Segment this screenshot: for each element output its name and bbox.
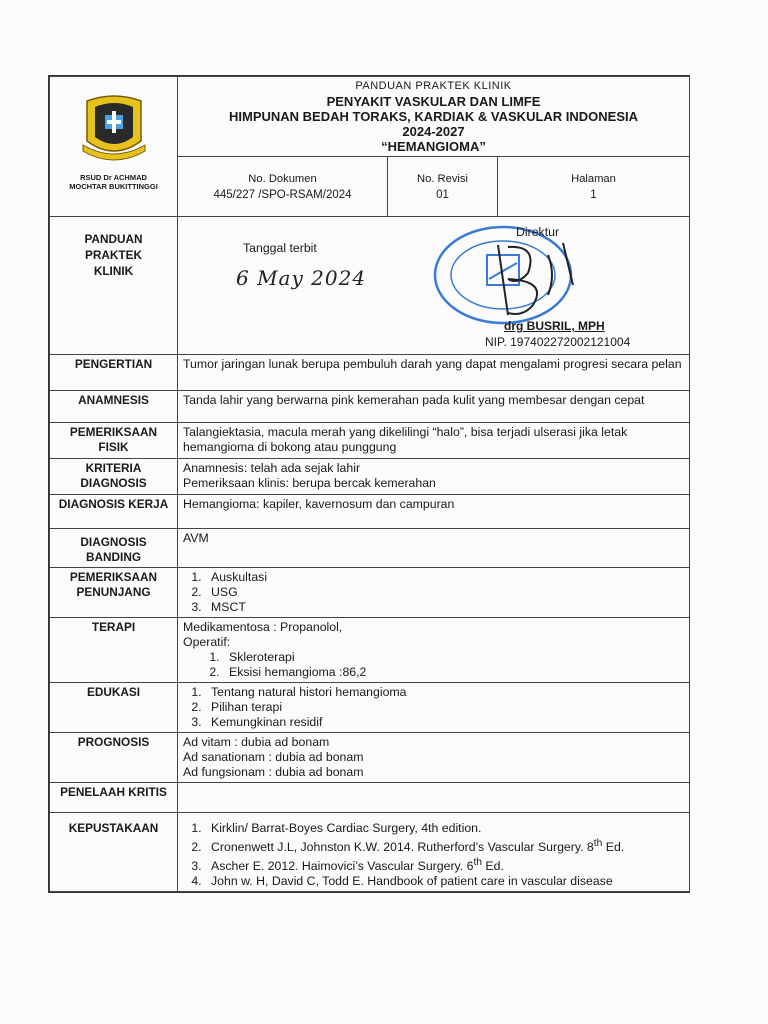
page-label: Halaman	[571, 173, 616, 185]
terapi-cell	[178, 618, 690, 683]
kriteria-text	[178, 459, 690, 495]
kepustakaan-label: KEPUSTAKAAN	[50, 813, 178, 892]
list-item: 3. Kemungkinan residif	[205, 715, 684, 730]
title-line1: PANDUAN PRAKTEK KLINIK	[355, 80, 512, 92]
reference-text: Ascher E. 2012. Haimovici’s Vascular Surgery. 6	[211, 859, 474, 874]
reference-text: Cronenwett J.L, Johnston K.W. 2014. Rutherford’s Vascular Surgery. 8	[211, 840, 594, 855]
revision-label: No. Revisi	[417, 173, 468, 185]
doc-number-label: No. Dokumen	[248, 173, 317, 185]
terapi-line1: Medikamentosa : Propanolol,	[183, 620, 343, 634]
penelaah-cell	[178, 783, 690, 813]
list-item: 1. Auskultasi	[205, 570, 684, 585]
reference-sup: th	[473, 857, 483, 869]
pengertian-text: Tumor jaringan lunak berupa pembuluh darah yang dapat mengalami progresi secara pelan	[178, 355, 690, 391]
title-line4: 2024-2027	[402, 124, 465, 139]
penunjang-label-line1: PEMERIKSAAN	[69, 570, 158, 584]
title-block	[178, 77, 690, 157]
anamnesis-label: ANAMNESIS	[50, 391, 178, 423]
prognosis-line2: Ad sanationam : dubia ad bonam	[183, 750, 364, 764]
reference-item: 1. Kirklin/ Barrat-Boyes Cardiac Surgery, 4th edition.	[205, 821, 684, 836]
terapi-line2: Operatif:	[183, 635, 231, 649]
reference-text: Ed.	[602, 840, 625, 855]
pemeriksaan-fisik-label-line1: PEMERIKSAAN	[69, 425, 158, 439]
revision-value: 01	[436, 189, 449, 201]
kriteria-label-line1: KRITERIA	[85, 461, 142, 475]
pengertian-label: PENGERTIAN	[50, 355, 178, 391]
title-line2: PENYAKIT VASKULAR DAN LIMFE	[326, 94, 541, 109]
doc-number-cell	[178, 157, 388, 217]
reference-item	[205, 855, 684, 874]
page-value: 1	[590, 189, 597, 201]
kriteria-line2: Pemeriksaan klinis: berupa bercak kemerahan	[183, 476, 436, 490]
pemeriksaan-fisik-text: Talangiektasia, macula merah yang dikelilingi “halo”, bisa terjadi ulserasi jika letak hemangioma di bokong atau punggung	[178, 423, 690, 459]
diagnosis-banding-text: AVM	[178, 529, 690, 568]
list-item: 1. Tentang natural histori hemangioma	[205, 685, 684, 700]
pemeriksaan-fisik-label	[50, 423, 178, 459]
edukasi-list	[183, 685, 684, 730]
kepustakaan-cell	[178, 813, 690, 892]
terapi-list	[183, 650, 684, 680]
hospital-logo	[79, 91, 149, 171]
kriteria-label-line2: DIAGNOSIS	[80, 476, 147, 490]
penunjang-list-cell	[178, 568, 690, 618]
doc-number-value: 445/227 /SPO-RSAM/2024	[213, 189, 352, 201]
kriteria-label	[50, 459, 178, 495]
reference-item: 4. John w. H, David C, Todd E. Handbook of patient care in vascular disease	[205, 874, 684, 889]
issue-label-cell	[50, 217, 178, 355]
diagnosis-kerja-label: DIAGNOSIS KERJA	[50, 495, 178, 529]
pemeriksaan-fisik-label-line2: FISIK	[98, 440, 129, 454]
reference-text: Ed.	[482, 859, 504, 874]
director-nip: NIP. 197402272002121004	[485, 335, 631, 349]
prognosis-line1: Ad vitam : dubia ad bonam	[183, 735, 330, 749]
revision-cell	[388, 157, 498, 217]
prognosis-cell	[178, 733, 690, 783]
page-cell	[498, 157, 690, 217]
issue-label-line3: KLINIK	[93, 264, 134, 278]
hospital-name-line1: RSUD Dr ACHMAD	[80, 173, 147, 182]
penelaah-label: PENELAAH KRITIS	[50, 783, 178, 813]
list-item: 2. USG	[205, 585, 684, 600]
terapi-label: TERAPI	[50, 618, 178, 683]
reference-item	[205, 836, 684, 855]
title-line3: HIMPUNAN BEDAH TORAKS, KARDIAK & VASKULAR INDONESIA	[228, 109, 639, 124]
list-item: 1. Skleroterapi	[223, 650, 684, 665]
list-item: 3. MSCT	[205, 600, 684, 615]
issue-date-handwritten: 6 May 2024	[236, 266, 367, 290]
diagnosis-banding-label-line1: DIAGNOSIS	[80, 535, 147, 549]
issue-label-line2: PRAKTEK	[84, 248, 143, 262]
reference-sup: th	[593, 838, 603, 849]
list-item: 2. Pilihan terapi	[205, 700, 684, 715]
signature	[478, 235, 588, 325]
issue-label-line1: PANDUAN	[84, 232, 143, 246]
edukasi-list-cell	[178, 683, 690, 733]
edukasi-label: EDUKASI	[50, 683, 178, 733]
kriteria-line1: Anamnesis: telah ada sejak lahir	[183, 461, 361, 475]
diagnosis-kerja-text: Hemangioma: kapiler, kavernosum dan campuran	[178, 495, 690, 529]
prognosis-label: PROGNOSIS	[50, 733, 178, 783]
diagnosis-banding-label-line2: BANDING	[85, 550, 142, 564]
diagnosis-banding-label	[50, 529, 178, 568]
hospital-name-line2: MOCHTAR BUKITTINGGI	[69, 182, 158, 191]
kepustakaan-list	[183, 821, 684, 889]
prognosis-line3: Ad fungsionam : dubia ad bonam	[183, 765, 364, 779]
penunjang-label-line2: PENUNJANG	[76, 585, 151, 599]
list-item: 2. Eksisi hemangioma :86,2	[223, 665, 684, 680]
issue-content-cell	[178, 217, 690, 355]
title-line5: “HEMANGIOMA”	[381, 139, 486, 154]
penunjang-list	[183, 570, 684, 615]
director-title: Direktur	[516, 225, 560, 239]
director-name: drg BUSRIL, MPH	[504, 319, 605, 333]
penunjang-label	[50, 568, 178, 618]
issue-date-label: Tanggal terbit	[243, 241, 317, 255]
document-table	[48, 75, 690, 893]
anamnesis-text: Tanda lahir yang berwarna pink kemerahan pada kulit yang membesar dengan cepat	[178, 391, 690, 423]
hospital-logo-cell	[50, 77, 178, 217]
